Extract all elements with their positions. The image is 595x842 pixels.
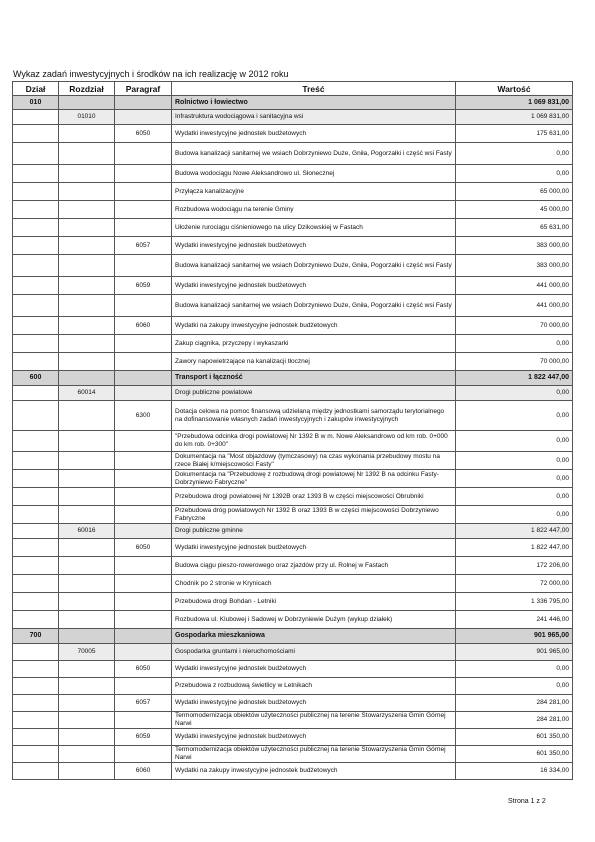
cell-tresc: Rolnictwo i łowiectwo xyxy=(172,96,456,110)
cell-wartosc: 0,00 xyxy=(456,661,573,678)
table-row xyxy=(13,110,573,125)
table-header-row xyxy=(13,82,573,96)
cell-dzial xyxy=(13,470,59,488)
cell-paragraf xyxy=(115,143,172,165)
cell-wartosc: 901 965,00 xyxy=(456,644,573,661)
cell-tresc: Dokumentacja na "Przebudowę z rozbudową drogi powiatowej Nr 1392 B na odcinku Fasty-Dobrzyniewo Fabryczne" xyxy=(172,470,456,488)
cell-dzial: 700 xyxy=(13,629,59,644)
cell-rozdzial xyxy=(59,183,115,201)
cell-rozdzial xyxy=(59,371,115,386)
cell-rozdzial xyxy=(59,237,115,255)
table-row xyxy=(13,401,573,431)
cell-wartosc: 70 000,00 xyxy=(456,353,573,371)
cell-wartosc: 0,00 xyxy=(456,401,573,431)
cell-tresc: Wydatki inwestycyjne jednostek budżetowych xyxy=(172,661,456,678)
cell-wartosc: 16 334,00 xyxy=(456,763,573,780)
cell-paragraf xyxy=(115,524,172,539)
cell-dzial xyxy=(13,386,59,401)
cell-wartosc: 175 631,00 xyxy=(456,125,573,143)
cell-rozdzial xyxy=(59,201,115,219)
cell-wartosc: 1 069 831,00 xyxy=(456,110,573,125)
table-row xyxy=(13,629,573,644)
table-row xyxy=(13,201,573,219)
cell-rozdzial: 70005 xyxy=(59,644,115,661)
cell-paragraf: 6059 xyxy=(115,277,172,295)
cell-paragraf: 6060 xyxy=(115,763,172,780)
table-row xyxy=(13,431,573,452)
table-row xyxy=(13,488,573,506)
cell-wartosc: 1 822 447,00 xyxy=(456,524,573,539)
table-row xyxy=(13,452,573,470)
cell-rozdzial xyxy=(59,219,115,237)
cell-rozdzial xyxy=(59,470,115,488)
cell-tresc: Drogi publiczne powiatowe xyxy=(172,386,456,401)
cell-dzial xyxy=(13,125,59,143)
cell-paragraf xyxy=(115,746,172,763)
cell-dzial xyxy=(13,165,59,183)
cell-dzial xyxy=(13,255,59,277)
cell-wartosc: 0,00 xyxy=(456,143,573,165)
cell-wartosc: 0,00 xyxy=(456,386,573,401)
header-tresc: Treść xyxy=(172,82,456,96)
cell-rozdzial xyxy=(59,488,115,506)
cell-paragraf xyxy=(115,295,172,317)
cell-paragraf xyxy=(115,575,172,593)
cell-wartosc: 0,00 xyxy=(456,165,573,183)
cell-rozdzial xyxy=(59,729,115,746)
cell-dzial xyxy=(13,746,59,763)
cell-paragraf: 6050 xyxy=(115,539,172,557)
cell-dzial xyxy=(13,237,59,255)
cell-paragraf xyxy=(115,506,172,524)
cell-paragraf xyxy=(115,96,172,110)
cell-dzial xyxy=(13,593,59,611)
cell-rozdzial: 60014 xyxy=(59,386,115,401)
cell-paragraf: 6057 xyxy=(115,695,172,712)
cell-paragraf xyxy=(115,488,172,506)
table-row xyxy=(13,125,573,143)
cell-wartosc: 72 000,00 xyxy=(456,575,573,593)
cell-tresc: Przebudowa z rozbudową świetlicy w Letnikach xyxy=(172,678,456,695)
cell-paragraf xyxy=(115,678,172,695)
table-row xyxy=(13,575,573,593)
cell-dzial xyxy=(13,539,59,557)
cell-dzial xyxy=(13,763,59,780)
cell-paragraf xyxy=(115,183,172,201)
cell-tresc: Wydatki inwestycyjne jednostek budżetowych xyxy=(172,539,456,557)
cell-wartosc: 1 822 447,00 xyxy=(456,371,573,386)
cell-rozdzial xyxy=(59,746,115,763)
cell-rozdzial xyxy=(59,695,115,712)
cell-paragraf xyxy=(115,201,172,219)
table-row xyxy=(13,593,573,611)
investment-table xyxy=(12,81,573,780)
cell-dzial xyxy=(13,644,59,661)
cell-tresc: Budowa kanalizacji sanitarnej we wsiach Dobrzyniewo Duże, Gniła, Pogorzałki i część wsi Fasty xyxy=(172,143,456,165)
cell-tresc: Zakup ciągnika, przyczepy i wykaszarki xyxy=(172,335,456,353)
cell-paragraf: 6050 xyxy=(115,661,172,678)
cell-tresc: Dotacja celowa na pomoc finansową udzielaną między jednostkami samorządu terytorialnego na dofinansowanie własnych zadań inwestycyjnych i zakupów inwestycyjnych xyxy=(172,401,456,431)
cell-rozdzial xyxy=(59,593,115,611)
cell-rozdzial xyxy=(59,96,115,110)
cell-rozdzial xyxy=(59,539,115,557)
cell-paragraf xyxy=(115,110,172,125)
cell-wartosc: 0,00 xyxy=(456,452,573,470)
cell-rozdzial: 01010 xyxy=(59,110,115,125)
cell-paragraf xyxy=(115,165,172,183)
table-row xyxy=(13,729,573,746)
cell-rozdzial xyxy=(59,452,115,470)
cell-dzial xyxy=(13,611,59,629)
cell-wartosc: 70 000,00 xyxy=(456,317,573,335)
cell-paragraf xyxy=(115,470,172,488)
cell-dzial xyxy=(13,317,59,335)
cell-tresc: Rozbudowa wodociągu na terenie Gminy xyxy=(172,201,456,219)
cell-wartosc: 45 000,00 xyxy=(456,201,573,219)
cell-dzial xyxy=(13,201,59,219)
cell-paragraf xyxy=(115,712,172,729)
cell-tresc: Zawory napowietrzające na kanalizacji tłocznej xyxy=(172,353,456,371)
cell-dzial xyxy=(13,277,59,295)
cell-rozdzial xyxy=(59,431,115,452)
cell-wartosc: 441 000,00 xyxy=(456,295,573,317)
cell-tresc: Budowa wodociągu Nowe Aleksandrowo ul. Słonecznej xyxy=(172,165,456,183)
cell-paragraf xyxy=(115,219,172,237)
document-title: Wykaz zadań inwestycyjnych i środków na ich realizację w 2012 roku xyxy=(13,69,289,79)
cell-dzial xyxy=(13,143,59,165)
table-body xyxy=(13,96,573,780)
header-dzial: Dział xyxy=(13,82,59,96)
cell-tresc: Przebudowa dróg powiatowych Nr 1392 B oraz 1393 B w części miejscowości Dobrzyniewo Fabryczne xyxy=(172,506,456,524)
table-row xyxy=(13,295,573,317)
cell-rozdzial xyxy=(59,611,115,629)
cell-paragraf xyxy=(115,255,172,277)
cell-paragraf: 6059 xyxy=(115,729,172,746)
cell-tresc: Termomodernizacja obiektów użyteczności publicznej na terenie Stowarzyszenia Gmin Górnej Narwi xyxy=(172,712,456,729)
cell-tresc: "Przebudowa odcinka drogi powiatowej Nr 1392 B w m. Nowe Aleksandrowo od km rob. 0+000 do km rob. 0+300" xyxy=(172,431,456,452)
cell-tresc: Wydatki na zakupy inwestycyjne jednostek budżetowych xyxy=(172,763,456,780)
cell-rozdzial xyxy=(59,401,115,431)
cell-rozdzial xyxy=(59,712,115,729)
cell-rozdzial xyxy=(59,335,115,353)
cell-tresc: Przebudowa drogi powiatowej Nr 1392B oraz 1393 B w części miejscowości Obrubniki xyxy=(172,488,456,506)
table-row xyxy=(13,371,573,386)
table-row xyxy=(13,506,573,524)
cell-wartosc: 601 350,00 xyxy=(456,746,573,763)
cell-tresc: Przebudowa drogi Bohdan - Letniki xyxy=(172,593,456,611)
cell-wartosc: 441 000,00 xyxy=(456,277,573,295)
cell-dzial xyxy=(13,219,59,237)
table-row xyxy=(13,712,573,729)
cell-paragraf xyxy=(115,611,172,629)
cell-dzial xyxy=(13,695,59,712)
cell-dzial xyxy=(13,110,59,125)
cell-dzial: 010 xyxy=(13,96,59,110)
cell-tresc: Wydatki inwestycyjne jednostek budżetowych xyxy=(172,695,456,712)
table-row xyxy=(13,219,573,237)
cell-dzial xyxy=(13,353,59,371)
cell-rozdzial xyxy=(59,763,115,780)
cell-dzial xyxy=(13,524,59,539)
cell-dzial xyxy=(13,661,59,678)
cell-wartosc: 383 000,00 xyxy=(456,237,573,255)
cell-wartosc: 0,00 xyxy=(456,431,573,452)
table-row xyxy=(13,386,573,401)
cell-dzial xyxy=(13,401,59,431)
cell-tresc: Infrastruktura wodociągowa i sanitacyjna wsi xyxy=(172,110,456,125)
table-row xyxy=(13,335,573,353)
table-row xyxy=(13,255,573,277)
header-paragraf: Paragraf xyxy=(115,82,172,96)
cell-dzial xyxy=(13,712,59,729)
cell-wartosc: 0,00 xyxy=(456,678,573,695)
cell-paragraf: 6300 xyxy=(115,401,172,431)
cell-wartosc: 0,00 xyxy=(456,488,573,506)
cell-rozdzial: 60016 xyxy=(59,524,115,539)
cell-dzial: 600 xyxy=(13,371,59,386)
cell-tresc: Wydatki na zakupy inwestycyjne jednostek budżetowych xyxy=(172,317,456,335)
cell-rozdzial xyxy=(59,629,115,644)
cell-paragraf xyxy=(115,371,172,386)
cell-tresc: Wydatki inwestycyjne jednostek budżetowych xyxy=(172,125,456,143)
cell-paragraf xyxy=(115,386,172,401)
cell-dzial xyxy=(13,452,59,470)
table-row xyxy=(13,165,573,183)
cell-rozdzial xyxy=(59,506,115,524)
cell-rozdzial xyxy=(59,295,115,317)
cell-dzial xyxy=(13,729,59,746)
table-row xyxy=(13,661,573,678)
cell-rozdzial xyxy=(59,678,115,695)
cell-tresc: Rozbudowa ul. Klubowej i Sadowej w Dobrzyniewie Dużym (wykup działek) xyxy=(172,611,456,629)
table-row xyxy=(13,143,573,165)
cell-tresc: Budowa kanalizacji sanitarnej we wsiach Dobrzyniewo Duże, Gniła, Pogorzałki i część wsi Fasty xyxy=(172,255,456,277)
cell-tresc: Drogi publiczne gminne xyxy=(172,524,456,539)
cell-tresc: Budowa kanalizacji sanitarnej we wsiach Dobrzyniewo Duże, Gniła, Pogorzałki i część wsi Fasty xyxy=(172,295,456,317)
table-row xyxy=(13,678,573,695)
cell-wartosc: 601 350,00 xyxy=(456,729,573,746)
cell-tresc: Budowa ciągu pieszo-rowerowego oraz zjazdów przy ul. Rolnej w Fastach xyxy=(172,557,456,575)
cell-tresc: Ułożenie rurociągu ciśnieniowego na ulicy Dzikowskiej w Fastach xyxy=(172,219,456,237)
cell-dzial xyxy=(13,575,59,593)
table-row xyxy=(13,183,573,201)
cell-rozdzial xyxy=(59,277,115,295)
cell-dzial xyxy=(13,295,59,317)
header-wartosc: Wartość xyxy=(456,82,573,96)
table-row xyxy=(13,644,573,661)
cell-wartosc: 383 000,00 xyxy=(456,255,573,277)
table-row xyxy=(13,353,573,371)
cell-tresc: Przyłącza kanalizacyjne xyxy=(172,183,456,201)
cell-paragraf xyxy=(115,353,172,371)
cell-tresc: Dokumentacja na "Most objazdowy (tymczasowy) na czas wykonania przebudowy mostu na rzece Białej k/miejscowości Fasty" xyxy=(172,452,456,470)
table-row xyxy=(13,557,573,575)
cell-dzial xyxy=(13,183,59,201)
table-row xyxy=(13,96,573,110)
cell-tresc: Wydatki inwestycyjne jednostek budżetowych xyxy=(172,237,456,255)
cell-wartosc: 172 206,00 xyxy=(456,557,573,575)
cell-paragraf: 6057 xyxy=(115,237,172,255)
cell-wartosc: 1 069 831,00 xyxy=(456,96,573,110)
cell-wartosc: 284 281,00 xyxy=(456,712,573,729)
cell-paragraf xyxy=(115,629,172,644)
cell-dzial xyxy=(13,488,59,506)
table-row xyxy=(13,470,573,488)
cell-paragraf xyxy=(115,593,172,611)
cell-dzial xyxy=(13,506,59,524)
cell-paragraf xyxy=(115,557,172,575)
cell-dzial xyxy=(13,678,59,695)
cell-paragraf xyxy=(115,335,172,353)
header-rozdzial: Rozdział xyxy=(59,82,115,96)
cell-wartosc: 284 281,00 xyxy=(456,695,573,712)
cell-wartosc: 0,00 xyxy=(456,506,573,524)
cell-paragraf: 6050 xyxy=(115,125,172,143)
cell-dzial xyxy=(13,335,59,353)
table-row xyxy=(13,317,573,335)
table-row xyxy=(13,695,573,712)
cell-rozdzial xyxy=(59,143,115,165)
cell-dzial xyxy=(13,431,59,452)
cell-wartosc: 1 822 447,00 xyxy=(456,539,573,557)
cell-rozdzial xyxy=(59,575,115,593)
cell-dzial xyxy=(13,557,59,575)
page-number: Strona 1 z 2 xyxy=(508,798,546,805)
cell-tresc: Wydatki inwestycyjne jednostek budżetowych xyxy=(172,729,456,746)
cell-rozdzial xyxy=(59,125,115,143)
table-row xyxy=(13,524,573,539)
table-row xyxy=(13,237,573,255)
cell-tresc: Gospodarka gruntami i nieruchomościami xyxy=(172,644,456,661)
cell-wartosc: 1 336 795,00 xyxy=(456,593,573,611)
cell-paragraf xyxy=(115,644,172,661)
cell-tresc: Transport i łączność xyxy=(172,371,456,386)
cell-wartosc: 241 446,00 xyxy=(456,611,573,629)
table-row xyxy=(13,277,573,295)
cell-rozdzial xyxy=(59,661,115,678)
cell-wartosc: 0,00 xyxy=(456,470,573,488)
cell-paragraf xyxy=(115,431,172,452)
cell-tresc: Gospodarka mieszkaniowa xyxy=(172,629,456,644)
cell-paragraf xyxy=(115,452,172,470)
cell-wartosc: 65 000,00 xyxy=(456,183,573,201)
cell-rozdzial xyxy=(59,255,115,277)
cell-wartosc: 901 965,00 xyxy=(456,629,573,644)
cell-tresc: Termomodernizacja obiektów użyteczności publicznej na terenie Stowarzyszenia Gmin Górnej Narwi xyxy=(172,746,456,763)
cell-rozdzial xyxy=(59,557,115,575)
cell-rozdzial xyxy=(59,353,115,371)
table-row xyxy=(13,539,573,557)
cell-paragraf: 6060 xyxy=(115,317,172,335)
cell-tresc: Chodnik po 2 stronie w Krynicach xyxy=(172,575,456,593)
table-row xyxy=(13,746,573,763)
cell-rozdzial xyxy=(59,317,115,335)
table-row xyxy=(13,763,573,780)
cell-rozdzial xyxy=(59,165,115,183)
cell-tresc: Wydatki inwestycyjne jednostek budżetowych xyxy=(172,277,456,295)
table-row xyxy=(13,611,573,629)
cell-wartosc: 65 631,00 xyxy=(456,219,573,237)
cell-wartosc: 0,00 xyxy=(456,335,573,353)
